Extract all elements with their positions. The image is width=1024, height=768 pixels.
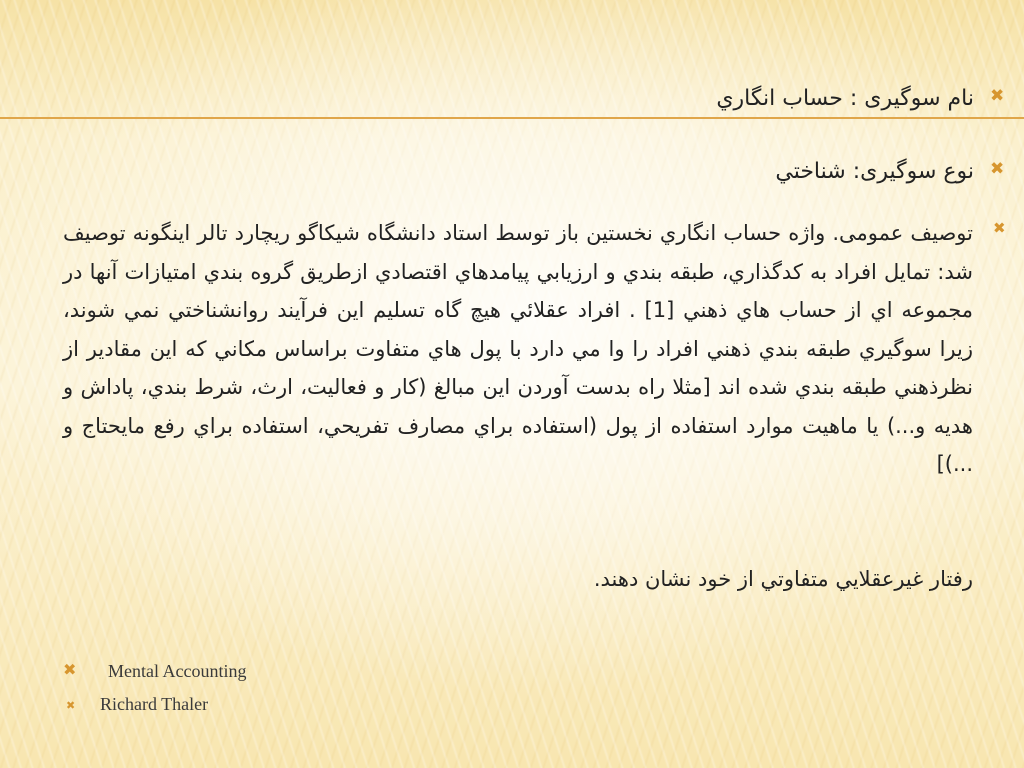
x-bullet-icon: ✖ xyxy=(66,699,76,712)
bias-type-text: نوع سوگیری: شناختي xyxy=(775,159,974,184)
author-name-text: Richard Thaler xyxy=(100,694,209,714)
x-bullet-icon: ✖ xyxy=(63,660,77,679)
description-paragraph-end xyxy=(63,560,973,599)
description-text-end: رفتار غيرعقلايي متفاوتي از خود نشان دهند. xyxy=(593,567,973,591)
bias-name-text: نام سوگیری : حساب انگاري xyxy=(716,86,974,111)
description-paragraph xyxy=(63,214,973,484)
x-bullet-icon: ✖ xyxy=(993,219,1006,237)
english-term-text: Mental Accounting xyxy=(108,661,247,681)
title-divider xyxy=(0,117,1024,119)
x-bullet-icon: ✖ xyxy=(990,86,1005,106)
description-text: توصيف عمومی. واژه حساب انگاري نخستين باز توسط استاد دانشگاه شيکاگو ريچارد تالر اينگونه توصيف شد: تمايل افراد به کدگذاري، طبقه بندي و ارزيابي پيامدهاي اقتصادي ازطريق گروه بندي امتيازات آنها در مجموعه اي از حساب هاي ذهني [1] . افراد عقلائي هيچ گاه تسليم اين فرآيند روانشناختي نمي شوند، زيرا سوگيري طبقه بندي ذهني افراد را وا مي دارد با پول هاي متفاوت براساس مکاني که اين مقادير از نظرذهني طبقه بندي شده اند [مثلا راه بدست آوردن اين مبالغ (کار و فعاليت، ارث، شرط بندي، پاداش و هديه و...) يا ماهيت موارد استفاده از پول (استفاده براي مصارف تفريحي، استفاده براي رفع مايحتاج و ...)] xyxy=(63,221,973,476)
x-bullet-icon: ✖ xyxy=(990,159,1005,179)
